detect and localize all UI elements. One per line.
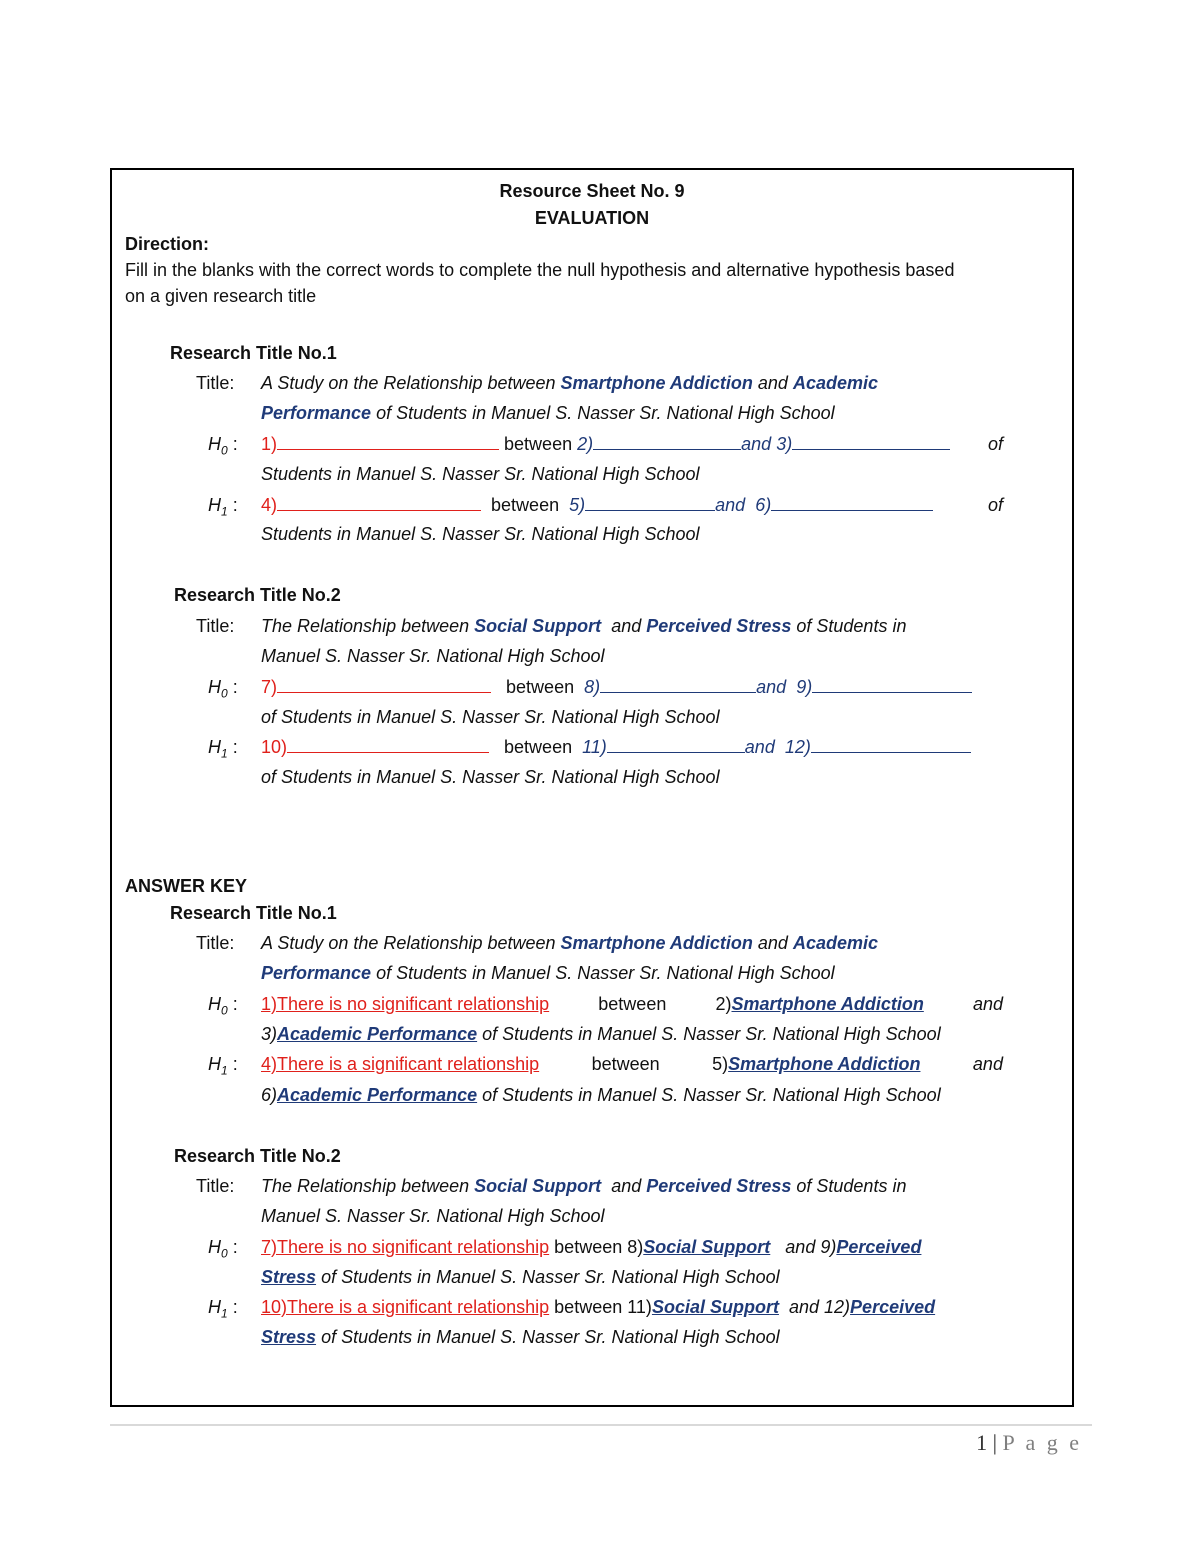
blank-8[interactable] (600, 676, 756, 693)
ak-rt1-heading: Research Title No.1 (170, 903, 337, 923)
rt1-h1-students: Students in Manuel S. Nasser Sr. National High School (261, 524, 700, 544)
blank-11[interactable] (607, 736, 745, 753)
rt2-h0-label: $H_0$ : (208, 677, 238, 701)
answer-12: Perceived (850, 1297, 936, 1317)
ak-rt1-h1-line-2: 6)Academic Performance of Students in Manuel S. Nasser Sr. National High School (261, 1085, 941, 1105)
answer-5: Smartphone Addiction (728, 1054, 921, 1074)
section-title: EVALUATION (534, 208, 650, 228)
direction-label: Direction: (125, 234, 210, 254)
ak-rt2-h0-line-2: Stress of Students in Manuel S. Nasser Sr. National High School (261, 1267, 780, 1287)
rt1-h0-of: of (988, 434, 1004, 454)
blank-4[interactable] (277, 494, 481, 511)
answer-7: 7)There is no significant relationship (261, 1237, 550, 1257)
ak-rt1-h0-line: 1)There is no significant relationship between 2)Smartphone Addiction and (261, 994, 1003, 1014)
ak-rt1-title-line-2: Performance of Students in Manuel S. Nasser Sr. National High School (261, 963, 835, 983)
rt2-title-label: Title: (196, 616, 235, 636)
ak-rt2-title-line-2: Manuel S. Nasser Sr. National High School (261, 1206, 605, 1226)
blank-12[interactable] (811, 736, 971, 753)
rt1-h0-line: 1) between 2) and 3) (261, 433, 950, 455)
answer-1: 1)There is no significant relationship (261, 994, 550, 1014)
answer-key-heading: ANSWER KEY (125, 876, 248, 896)
footer-divider (110, 1424, 1092, 1426)
rt1-h1-line: 4) between 5) and 6) (261, 494, 933, 516)
rt1-title-line-2: Performance of Students in Manuel S. Nasser Sr. National High School (261, 403, 835, 423)
blank-10[interactable] (287, 736, 489, 753)
rt2-h1-students: of Students in Manuel S. Nasser Sr. National High School (261, 767, 720, 787)
rt1-title-label: Title: (196, 373, 235, 393)
ak-rt2-title-label: Title: (196, 1176, 235, 1196)
rt1-h1-of: of (988, 495, 1004, 515)
rt2-heading: Research Title No.2 (174, 585, 341, 605)
rt1-title-line-1: A Study on the Relationship between Smartphone Addiction and Academic (261, 373, 879, 393)
answer-10: 10)There is a significant relationship (261, 1297, 550, 1317)
ak-rt1-title-line-1: A Study on the Relationship between Smartphone Addiction and Academic (261, 933, 879, 953)
direction-line-2: on a given research title (125, 286, 317, 306)
rt1-h0-students: Students in Manuel S. Nasser Sr. National High School (261, 464, 700, 484)
ak-rt2-title-line-1: The Relationship between Social Support and Perceived Stress of Students in (261, 1176, 907, 1196)
rt1-h1-label: $H_1$ : (208, 495, 238, 519)
ak-rt2-h1-line-2: Stress of Students in Manuel S. Nasser Sr. National High School (261, 1327, 780, 1347)
ak-rt2-heading: Research Title No.2 (174, 1146, 341, 1166)
ak-rt1-h1-line: 4)There is a significant relationship between 5)Smartphone Addiction and (261, 1054, 1003, 1074)
blank-5[interactable] (585, 494, 715, 511)
ak-rt1-title-label: Title: (196, 933, 235, 953)
blank-3[interactable] (792, 433, 950, 450)
ak-rt2-h1-line: 10)There is a significant relationship between 11)Social Support and 12)Perceived (261, 1297, 936, 1317)
rt1-heading: Research Title No.1 (170, 343, 337, 363)
answer-6: Academic Performance (277, 1085, 478, 1105)
answer-11: Social Support (651, 1297, 779, 1317)
ak-rt2-h0-label: $H_0$ : (208, 1237, 238, 1261)
answer-8: Social Support (643, 1237, 771, 1257)
rt2-h1-label: $H_1$ : (208, 737, 238, 761)
page-word: P a g e (1002, 1430, 1082, 1455)
blank-2[interactable] (593, 433, 741, 450)
answer-9: Perceived (836, 1237, 922, 1257)
blank-7[interactable] (277, 676, 491, 693)
page-number: 1 (976, 1430, 988, 1455)
answer-4: 4)There is a significant relationship (261, 1054, 540, 1074)
answer-3: Academic Performance (277, 1024, 478, 1044)
sheet-title: Resource Sheet No. 9 (499, 181, 685, 201)
ak-rt2-h0-line: 7)There is no significant relationship between 8)Social Support and 9)Perceived (261, 1237, 922, 1257)
blank-9[interactable] (812, 676, 972, 693)
rt2-title-line-1: The Relationship between Social Support and Perceived Stress of Students in (261, 616, 907, 636)
rt2-title-line-2: Manuel S. Nasser Sr. National High School (261, 646, 605, 666)
ak-rt2-h1-label: $H_1$ : (208, 1297, 238, 1321)
blank-1[interactable] (277, 433, 499, 450)
rt2-h0-line: 7) between 8) and 9) (261, 676, 972, 698)
ak-rt1-h1-label: $H_1$ : (208, 1054, 238, 1078)
ak-rt1-h0-label: $H_0$ : (208, 994, 238, 1018)
rt2-h0-students: of Students in Manuel S. Nasser Sr. National High School (261, 707, 720, 727)
direction-line-1: Fill in the blanks with the correct words to complete the null hypothesis and alternative hypothesis based (125, 260, 955, 280)
answer-2: Smartphone Addiction (731, 994, 924, 1014)
ak-rt1-h0-line-2: 3)Academic Performance of Students in Manuel S. Nasser Sr. National High School (261, 1024, 941, 1044)
rt2-h1-line: 10) between 11) and 12) (261, 736, 971, 758)
page-footer: 1 | P a g e (976, 1430, 1082, 1455)
rt1-h0-label: $H_0$ : (208, 434, 238, 458)
blank-6[interactable] (771, 494, 933, 511)
